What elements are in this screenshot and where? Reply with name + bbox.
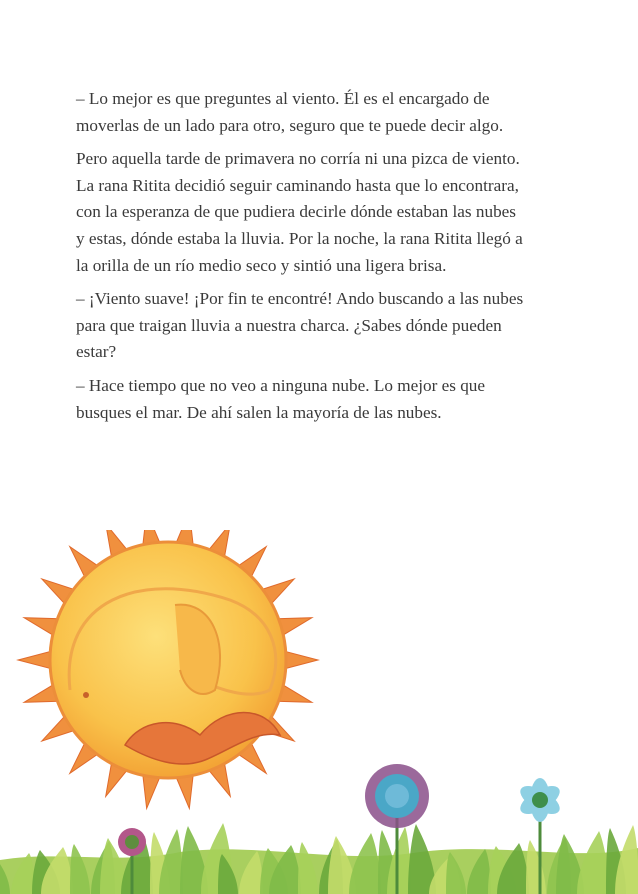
illustration [0,530,638,894]
story-text [76,86,526,433]
paragraph-4: – Hace tiempo que no veo a ninguna nube. Lo mejor es que busques el mar. De ahí salen la mayoría de las nubes. [76,375,486,422]
paragraph-3: – ¡Viento suave! ¡Por fin te encontré! Ando buscando a las nubes para que traigan lluvia a nuestra charca. ¿Sabes dónde pueden estar? [76,289,524,362]
sun-eye [83,692,89,698]
sun-illustration [18,530,318,808]
grass-illustration [0,823,638,894]
paragraph-1: – Lo mejor es que preguntes al viento. Él es el encargado de moverlas de un lado para otro, seguro que te puede decir algo. [76,89,504,135]
paragraph-2: Pero aquella tarde de primavera no corría ni una pizca de viento. La rana Ritita decidió seguir caminando hasta que lo encontrara, con la esperanza de que pudiera decirle dónde estaban las nubes y estas, dónde estaba la lluvia. Por la noche, la rana Ritita llegó a la orilla de un río medio seco y sintió una ligera brisa. [76,149,523,275]
